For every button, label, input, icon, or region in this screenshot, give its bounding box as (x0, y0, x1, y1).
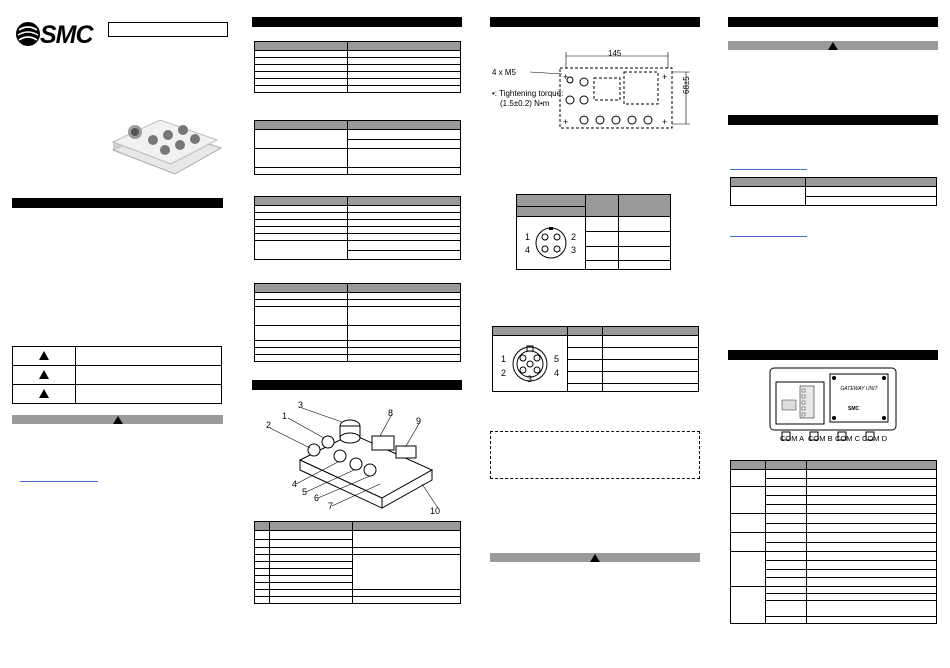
torque-label-1: •: Tightening torque: (492, 89, 564, 98)
callout-9: 9 (416, 416, 422, 426)
pin-label: 4 (525, 245, 531, 255)
warning-icon (113, 416, 123, 424)
setting-table (730, 177, 937, 206)
pin-label: 3 (527, 374, 533, 384)
warning-icon (39, 351, 49, 360)
hyperlink[interactable] (730, 236, 807, 237)
spec-table-1 (254, 41, 461, 93)
pin-label: 1 (501, 354, 507, 364)
unit-brand: SMC (848, 406, 860, 412)
connector-4pin-table (516, 194, 671, 270)
section-header-bar (728, 350, 938, 360)
unit-label: GATEWAY UNIT (840, 386, 878, 392)
product-drawing (262, 398, 452, 516)
hyperlink[interactable] (20, 481, 98, 482)
warning-icon (39, 370, 49, 379)
mount-screw-label: 4 x M5 (492, 68, 517, 77)
callout-6: 6 (314, 493, 320, 503)
svg-text:+: + (662, 117, 668, 127)
parts-table (254, 521, 461, 604)
parts-diagram (262, 398, 452, 516)
warning-icon (39, 389, 49, 398)
smc-logo (15, 20, 100, 48)
connector-4pin-graphic (525, 223, 577, 263)
pin-label: 2 (571, 232, 577, 242)
pin-label: 1 (525, 232, 531, 242)
warning-icon (590, 554, 600, 562)
svg-text:+: + (563, 72, 569, 82)
product-image (105, 102, 225, 180)
safety-symbol-table (12, 346, 222, 404)
callout-5: 5 (302, 487, 308, 497)
callout-2: 2 (266, 420, 272, 430)
com-port-labels (776, 434, 916, 444)
section-header-bar (252, 380, 462, 390)
title-box (108, 22, 228, 37)
com-c-label: COM C (835, 434, 860, 443)
spec-table-3 (254, 196, 461, 260)
com-d-label: COM D (862, 434, 887, 443)
callout-3: 3 (298, 400, 304, 410)
product-photo-graphic (105, 102, 225, 180)
pin-label: 4 (554, 368, 560, 378)
height-dimension: 68±5 (682, 76, 691, 94)
spec-table-4 (254, 283, 461, 362)
section-header-bar (490, 17, 700, 27)
warning-bar (728, 41, 938, 50)
logo-text: SMC (40, 21, 93, 49)
connector-5pin-graphic (499, 342, 561, 388)
hyperlink[interactable] (730, 169, 807, 170)
section-header-bar (728, 17, 938, 27)
width-dimension: 145 (608, 49, 622, 58)
callout-7: 7 (328, 501, 334, 511)
m12-4pin-icon (525, 223, 577, 263)
section-header-bar (728, 115, 938, 125)
callout-4: 4 (292, 479, 298, 489)
com-a-label: COM A (780, 434, 805, 443)
warning-bar (490, 553, 700, 562)
pin-label: 5 (554, 354, 560, 364)
svg-text:+: + (662, 72, 668, 82)
callout-1: 1 (282, 411, 288, 421)
section-header-bar (12, 198, 223, 208)
spec-table-2 (254, 120, 461, 175)
warning-icon (828, 42, 838, 50)
pin-label: 2 (501, 368, 507, 378)
callout-10: 10 (430, 506, 441, 516)
connector-5pin-table (492, 326, 699, 392)
callout-8: 8 (388, 408, 394, 418)
section-header-bar (252, 17, 462, 27)
com-b-label: COM B (808, 434, 833, 443)
led-indicator-table (730, 460, 937, 624)
warning-bar (12, 415, 223, 424)
dimension-drawing (490, 48, 700, 132)
pin-label: 3 (571, 245, 577, 255)
svg-text:+: + (563, 117, 569, 127)
torque-label-2: (1.5±0.2) N•m (500, 99, 550, 108)
note-box (490, 431, 700, 479)
